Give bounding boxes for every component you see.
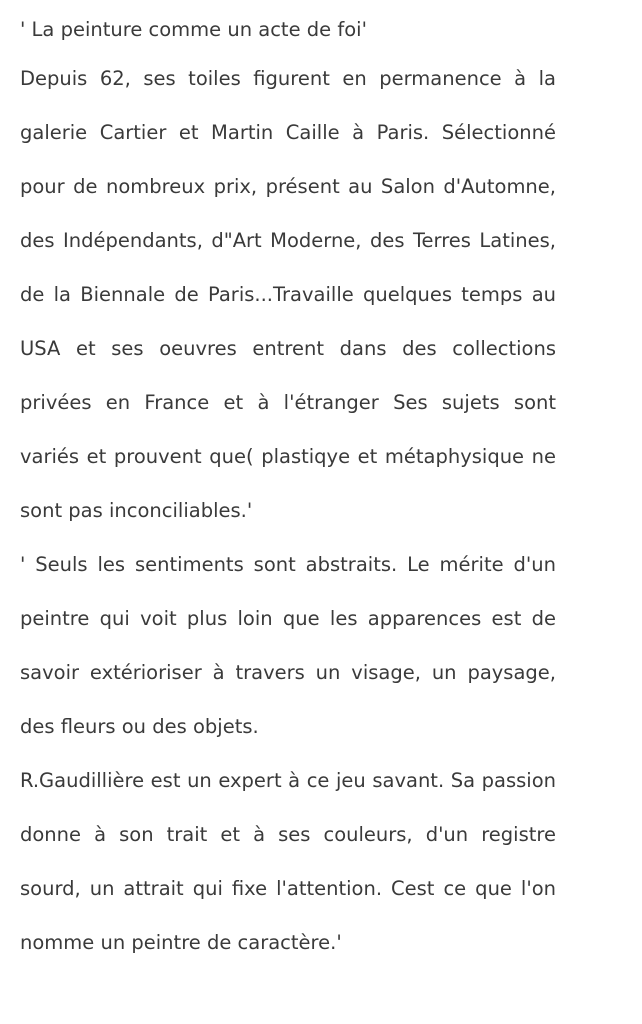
paragraph-biography: Depuis 62, ses toiles figurent en permanence à la galerie Cartier et Martin Caille à Paris. Sélectionné pour de nombreux prix, présent au Salon d'Automne, des Indépendants, d"Art Moderne, des Terres Latines, de la Biennale de Paris...Travaille quelques temps au USA et ses oeuvres entrent dans des collections privées en France et à l'étranger Ses sujets sont variés et prouvent que( plastiqye et métaphysique ne sont pas inconciliables.': [20, 67, 556, 522]
article-body: [20, 8, 556, 970]
article-title-quote: ' La peinture comme un acte de foi': [20, 18, 367, 41]
paragraph-gaudilliere: R.Gaudillière est un expert à ce jeu savant. Sa passion donne à son trait et à ses couleurs, d'un registre sourd, un attrait qui fixe l'attention. Cest ce que l'on nomme un peintre de caractère.': [20, 769, 556, 954]
paragraph-quote-sentiments: ' Seuls les sentiments sont abstraits. Le mérite d'un peintre qui voit plus loin que les apparences est de savoir extérioriser à travers un visage, un paysage, des fleurs ou des objets.: [20, 553, 556, 738]
